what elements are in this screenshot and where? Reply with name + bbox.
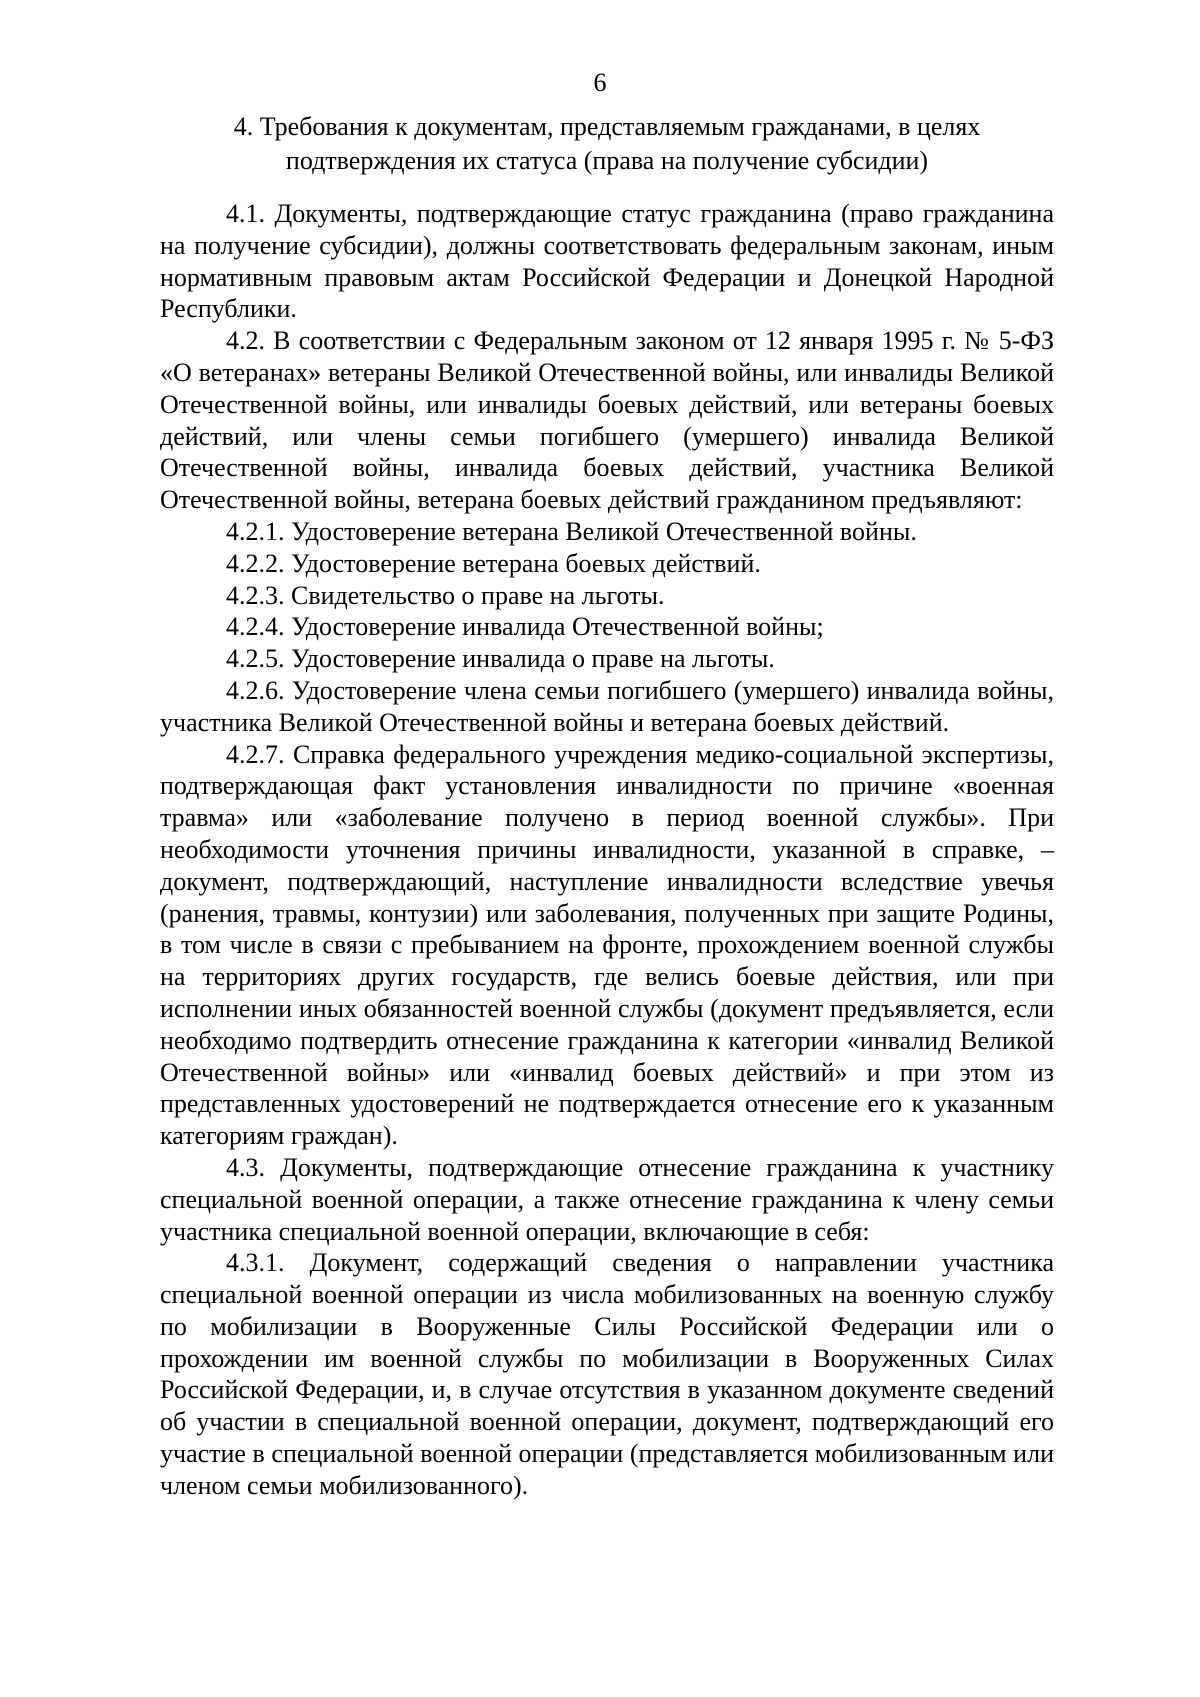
paragraph-4-2-2: 4.2.2. Удостоверение ветерана боевых действий. bbox=[226, 548, 761, 578]
paragraph-4-2-1: 4.2.1. Удостоверение ветерана Великой Отечественной войны. bbox=[226, 516, 917, 546]
section-title bbox=[160, 110, 1054, 178]
paragraph-4-3-1: 4.3.1. Документ, содержащий сведения о направлении участника специальной военной операции из числа мобилизованных на военную службу по мобилизации в Вооруженные Силы Российской Федерации или о прохождении им военной службы по мобилизации в Вооруженных Силах Российской Федерации, и, в случае отсутствия в указанном документе сведений об участии в специальной военной операции, документ, подтверждающий его участие в специальной военной операции (представляется мобилизованным или членом семьи мобилизованного). bbox=[160, 1248, 1054, 1500]
paragraph-4-2-5: 4.2.5. Удостоверение инвалида о праве на льготы. bbox=[226, 644, 775, 674]
section-title-line-2: подтверждения их статуса (права на получение субсидии) bbox=[285, 146, 929, 175]
paragraph-4-2: 4.2. В соответствии с Федеральным законом от 12 января 1995 г. № 5-ФЗ «О ветеранах» ветераны Великой Отечественной войны, или инвалиды Великой Отечественной войны, или инвалиды боевых действий, или ветераны боевых действий, или члены семьи погибшего (умершего) инвалида Великой Отечественной войны, инвалида боевых действий, участника Великой Отечественной войны, ветерана боевых действий гражданином предъявляют: bbox=[160, 326, 1054, 515]
section-title-line-1: 4. Требования к документам, представляемым гражданами, в целях bbox=[233, 112, 981, 141]
paragraph-4-2-7: 4.2.7. Справка федерального учреждения медико-социальной экспертизы, подтверждающая факт установления инвалидности по причине «военная травма» или «заболевание получено в период военной службы». При необходимости уточнения причины инвалидности, указанной в справке, – документ, подтверждающий, наступление инвалидности вследствие увечья (ранения, травмы, контузии) или заболевания, полученных при защите Родины, в том числе в связи с пребыванием на фронте, прохождением военной службы на территориях других государств, где велись боевые действия, или при исполнении иных обязанностей военной службы (документ предъявляется, если необходимо подтвердить отнесение гражданина к категории «инвалид Великой Отечественной войны» или «инвалид боевых действий» и при этом из представленных удостоверений не подтверждается отнесение его к указанным категориям граждан). bbox=[160, 739, 1054, 1151]
paragraph-4-2-3: 4.2.3. Свидетельство о праве на льготы. bbox=[226, 580, 665, 610]
paragraph-4-2-6: 4.2.6. Удостоверение члена семьи погибшего (умершего) инвалида войны, участника Великой Отечественной войны и ветерана боевых действий. bbox=[160, 675, 1054, 737]
paragraph-4-2-4: 4.2.4. Удостоверение инвалида Отечественной войны; bbox=[226, 612, 824, 642]
document-body bbox=[160, 198, 1054, 1502]
paragraph-4-1: 4.1. Документы, подтверждающие статус гражданина (право гражданина на получение субсидии), должны соответствовать федеральным законам, иным нормативным правовым актам Российской Федерации и Донецкой Народной Республики. bbox=[160, 199, 1054, 324]
page-number: 6 bbox=[593, 68, 607, 97]
paragraph-4-3: 4.3. Документы, подтверждающие отнесение гражданина к участнику специальной военной операции, а также отнесение гражданина к члену семьи участника специальной военной операции, включающие в себя: bbox=[160, 1152, 1054, 1246]
